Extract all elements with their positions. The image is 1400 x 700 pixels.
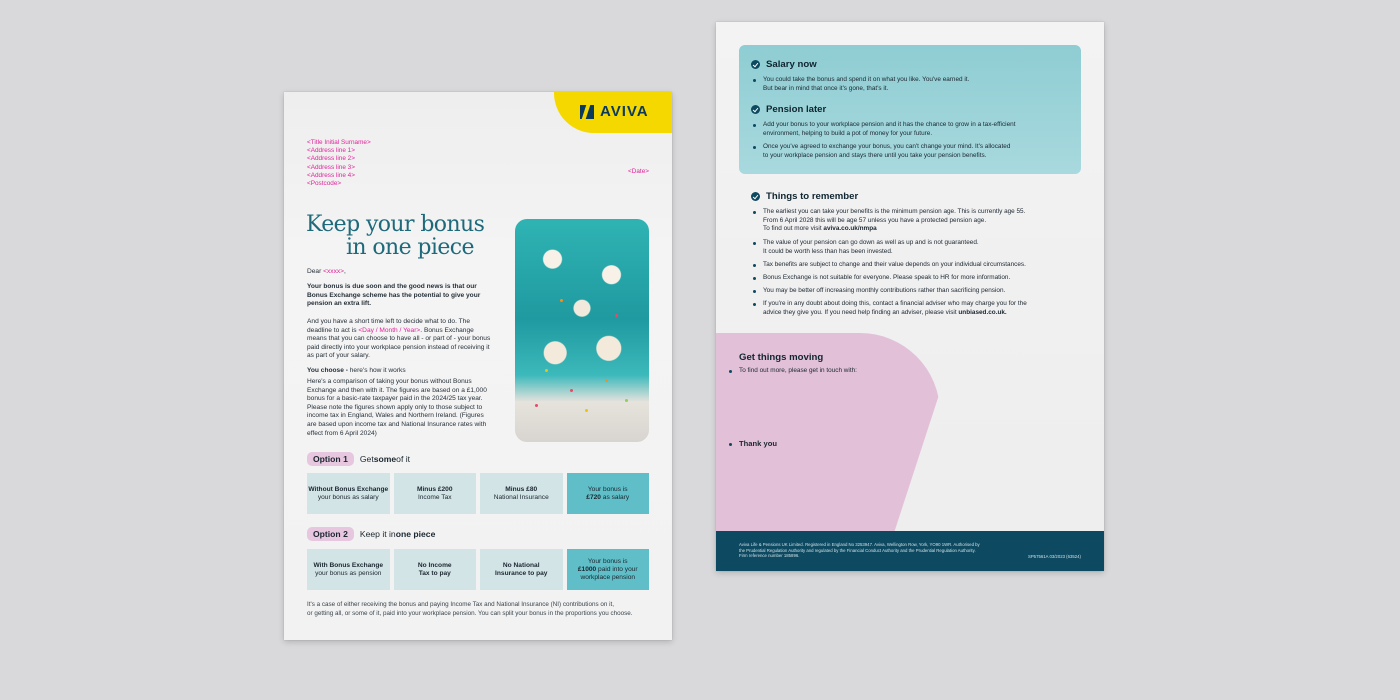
brand-banner — [554, 92, 672, 133]
box-amount: £1000 — [577, 565, 597, 573]
salutation-suffix: , — [344, 268, 346, 275]
legal-line: the Prudential Regulation Authority and regulated by the Financial Conduct Authority and the Prudential Regulation Authority. — [739, 547, 976, 553]
bullet-line: Add your bonus to your workplace pension and it has the chance to grow in a tax-efficient — [763, 121, 1016, 128]
bullet-text: To find out more visit — [763, 225, 824, 233]
headline-line-1: Keep your bonus — [306, 212, 485, 237]
bullet-line: The value of your pension can go down as well as up and is not guaranteed. — [763, 239, 979, 246]
sprinkle — [545, 369, 548, 372]
contact-text: To find out more, please get in touch with: — [739, 367, 857, 374]
bullet-line: to your workplace pension and stays there until you take your pension benefits. — [763, 151, 987, 159]
box-subtitle: your bonus as salary — [317, 493, 379, 501]
bullet-line: But bear in mind that once it's gone, that's it. — [763, 84, 889, 92]
option-1-pill: Option 1 — [307, 452, 354, 466]
get-things-moving-heading: Get things moving — [739, 352, 824, 363]
option-2-result-box — [567, 549, 650, 590]
box-subtitle: National Insurance — [493, 493, 549, 501]
box-title: With Bonus Exchange — [313, 561, 384, 569]
bullet-item — [763, 208, 1025, 234]
you-choose-line — [307, 367, 492, 376]
check-icon — [751, 60, 760, 69]
address-line: <Address line 2> — [307, 155, 355, 163]
salutation-name: <xxxx> — [323, 268, 345, 275]
option-1-result-box — [567, 473, 650, 514]
box-subtitle-2: workplace pension — [580, 573, 636, 581]
bullet-line: From 6 April 2028 this will be age 57 unless you have a protected pension age. — [763, 216, 987, 224]
bullet-line: environment, helping to build a pot of money for your future. — [763, 129, 933, 137]
unbiased-link[interactable]: unbiased.co.uk. — [958, 308, 1007, 316]
date-placeholder: <Date> — [628, 168, 649, 175]
sprinkle — [560, 299, 563, 302]
box-title: Minus £200 — [416, 485, 453, 493]
salutation — [307, 268, 492, 277]
sprinkle — [605, 379, 608, 382]
letter-page-back — [716, 22, 1104, 571]
deadline-text-end: . Bonus Exchange means that you can choose to have all - or part of - your bonus paid directly into your workplace pension instead of receiving it as part of your salary. — [307, 326, 491, 360]
box-subtitle: Insurance to pay — [495, 569, 548, 577]
address-line: <Address line 3> — [307, 163, 355, 171]
option-2-text: Keep it in — [359, 529, 396, 539]
closing-note-line: or getting all, or some of it, paid into your workplace pension. You can split your bonus in the proportions you choose. — [307, 610, 633, 617]
bullet-item: Tax benefits are subject to change and their value depends on your individual circumstances. — [763, 261, 1026, 268]
sprinkle — [535, 404, 538, 407]
comparison-paragraph: Here's a comparison of taking your bonus without Bonus Exchange and then with it. The figures are based on a £1,000 bonus for a basic-rate taxpayer paid in the 2024/25 tax year. Please note the figures shown apply only to those subject to income tax in England, Wales and Northern Ireland. (Figures are based upon income tax and National Insurance rates with effect from 6 April 2024) — [307, 378, 487, 437]
deadline-date: <Day / Month / Year> — [358, 326, 421, 334]
option-1-box — [480, 473, 563, 514]
thank-you: Thank you — [739, 439, 777, 448]
address-block — [307, 139, 371, 188]
bullet-line: The earliest you can take your benefits is the minimum pension age. This is currently age 55. — [763, 208, 1026, 215]
box-title: Without Bonus Exchange — [308, 485, 389, 493]
document-reference: SP57561A 03/2023 (63524) — [1027, 554, 1081, 559]
brand-name: AVIVA — [600, 103, 649, 120]
closing-note-line: It's a case of either receiving the bonus and paying Income Tax and National Insurance (NI) contributions on it, — [307, 601, 615, 608]
option-2-boxes — [307, 549, 649, 590]
bullet-line: If you're in any doubt about doing this, contact a financial adviser who may charge you for the — [763, 300, 1027, 307]
sprinkle — [625, 399, 628, 402]
bullet-item — [763, 143, 1010, 160]
you-choose-bold: You choose - — [307, 367, 350, 374]
bullet-item: Bonus Exchange is not suitable for everyone. Please speak to HR for more information. — [763, 274, 1011, 281]
pension-later-heading: Pension later — [766, 104, 827, 115]
bullet-line: You could take the bonus and spend it on what you like. You've earned it. — [763, 76, 970, 83]
address-line: <Title Initial Surname> — [307, 139, 371, 146]
address-line: <Address line 1> — [307, 147, 355, 155]
option-1-box — [394, 473, 477, 514]
address-line: <Postcode> — [307, 180, 342, 188]
check-icon — [751, 105, 760, 114]
option-1-boxes — [307, 473, 649, 514]
option-2-text-bold: one piece — [395, 529, 436, 539]
salary-now-heading: Salary now — [766, 59, 817, 70]
sprinkle — [570, 389, 573, 392]
bullet-line: It could be worth less than has been invested. — [763, 247, 893, 255]
option-1-text-bold: some — [373, 454, 397, 464]
option-1-heading — [307, 452, 410, 466]
intro-paragraph: Your bonus is due soon and the good news is that our Bonus Exchange scheme has the potential to give your pension an extra lift. — [307, 283, 481, 308]
contact-panel — [716, 333, 940, 543]
legal-line: Firm reference number 185896. — [739, 553, 800, 559]
legal-footer — [716, 531, 1104, 571]
box-pretext: Your bonus is — [587, 485, 628, 493]
things-to-remember-heading: Things to remember — [766, 191, 859, 202]
deadline-text: And you have a short time left to decide what to do. The deadline to act is — [307, 318, 470, 334]
sprinkle — [585, 409, 588, 412]
bullet-line — [763, 225, 1025, 234]
deadline-paragraph — [307, 318, 492, 361]
box-amount: £720 — [586, 493, 601, 501]
option-2-box — [307, 549, 390, 590]
address-line: <Address line 4> — [307, 171, 355, 179]
aviva-logo-icon — [580, 105, 594, 119]
bullet-item — [763, 121, 1015, 138]
you-choose-rest: here's how it works — [349, 367, 406, 374]
option-2-box — [394, 549, 477, 590]
bullet-line — [763, 309, 1027, 318]
legal-text — [739, 542, 1029, 559]
nmpa-link[interactable]: aviva.co.uk/nmpa — [823, 225, 877, 233]
box-subtitle: Tax to pay — [418, 569, 451, 577]
bullet-item — [763, 300, 1027, 317]
bullet-item: You may be better off increasing monthly contributions rather than sacrificing pension. — [763, 287, 1006, 294]
bullet-item — [763, 76, 969, 93]
box-subtitle: Income Tax — [417, 493, 452, 501]
box-title: Minus £80 — [505, 485, 538, 493]
box-title: No Income — [417, 561, 452, 569]
option-1-box — [307, 473, 390, 514]
check-icon — [751, 192, 760, 201]
letter-page-front — [284, 92, 672, 640]
closing-note — [307, 600, 652, 618]
option-2-heading — [307, 527, 435, 541]
bullet-text: advice they give you. If you need help finding an adviser, please visit — [763, 308, 959, 316]
bullet-item — [763, 239, 979, 256]
legal-line: Aviva Life & Pensions UK Limited. Registered in England No 3253947. Aviva, Wellington Row, York, YO90 1WR. Authorised by — [739, 542, 980, 547]
option-2-box — [480, 549, 563, 590]
headline — [306, 213, 506, 259]
box-pretext: Your bonus is — [587, 557, 628, 565]
box-subtitle: your bonus as pension — [315, 569, 382, 577]
option-1-text-end: of it — [396, 454, 411, 464]
cake-photo — [515, 219, 649, 442]
box-subtitle: paid into your — [596, 565, 638, 573]
sprinkle — [615, 314, 618, 317]
salutation-prefix: Dear — [307, 268, 324, 275]
bullet-line: Once you've agreed to exchange your bonus, you can't change your mind. It's allocated — [763, 143, 1011, 150]
option-2-pill: Option 2 — [307, 527, 354, 541]
option-1-text: Get — [359, 454, 374, 464]
box-title: No National — [502, 561, 540, 569]
box-subtitle: as salary — [600, 493, 630, 501]
headline-line-2: in one piece — [346, 235, 474, 260]
